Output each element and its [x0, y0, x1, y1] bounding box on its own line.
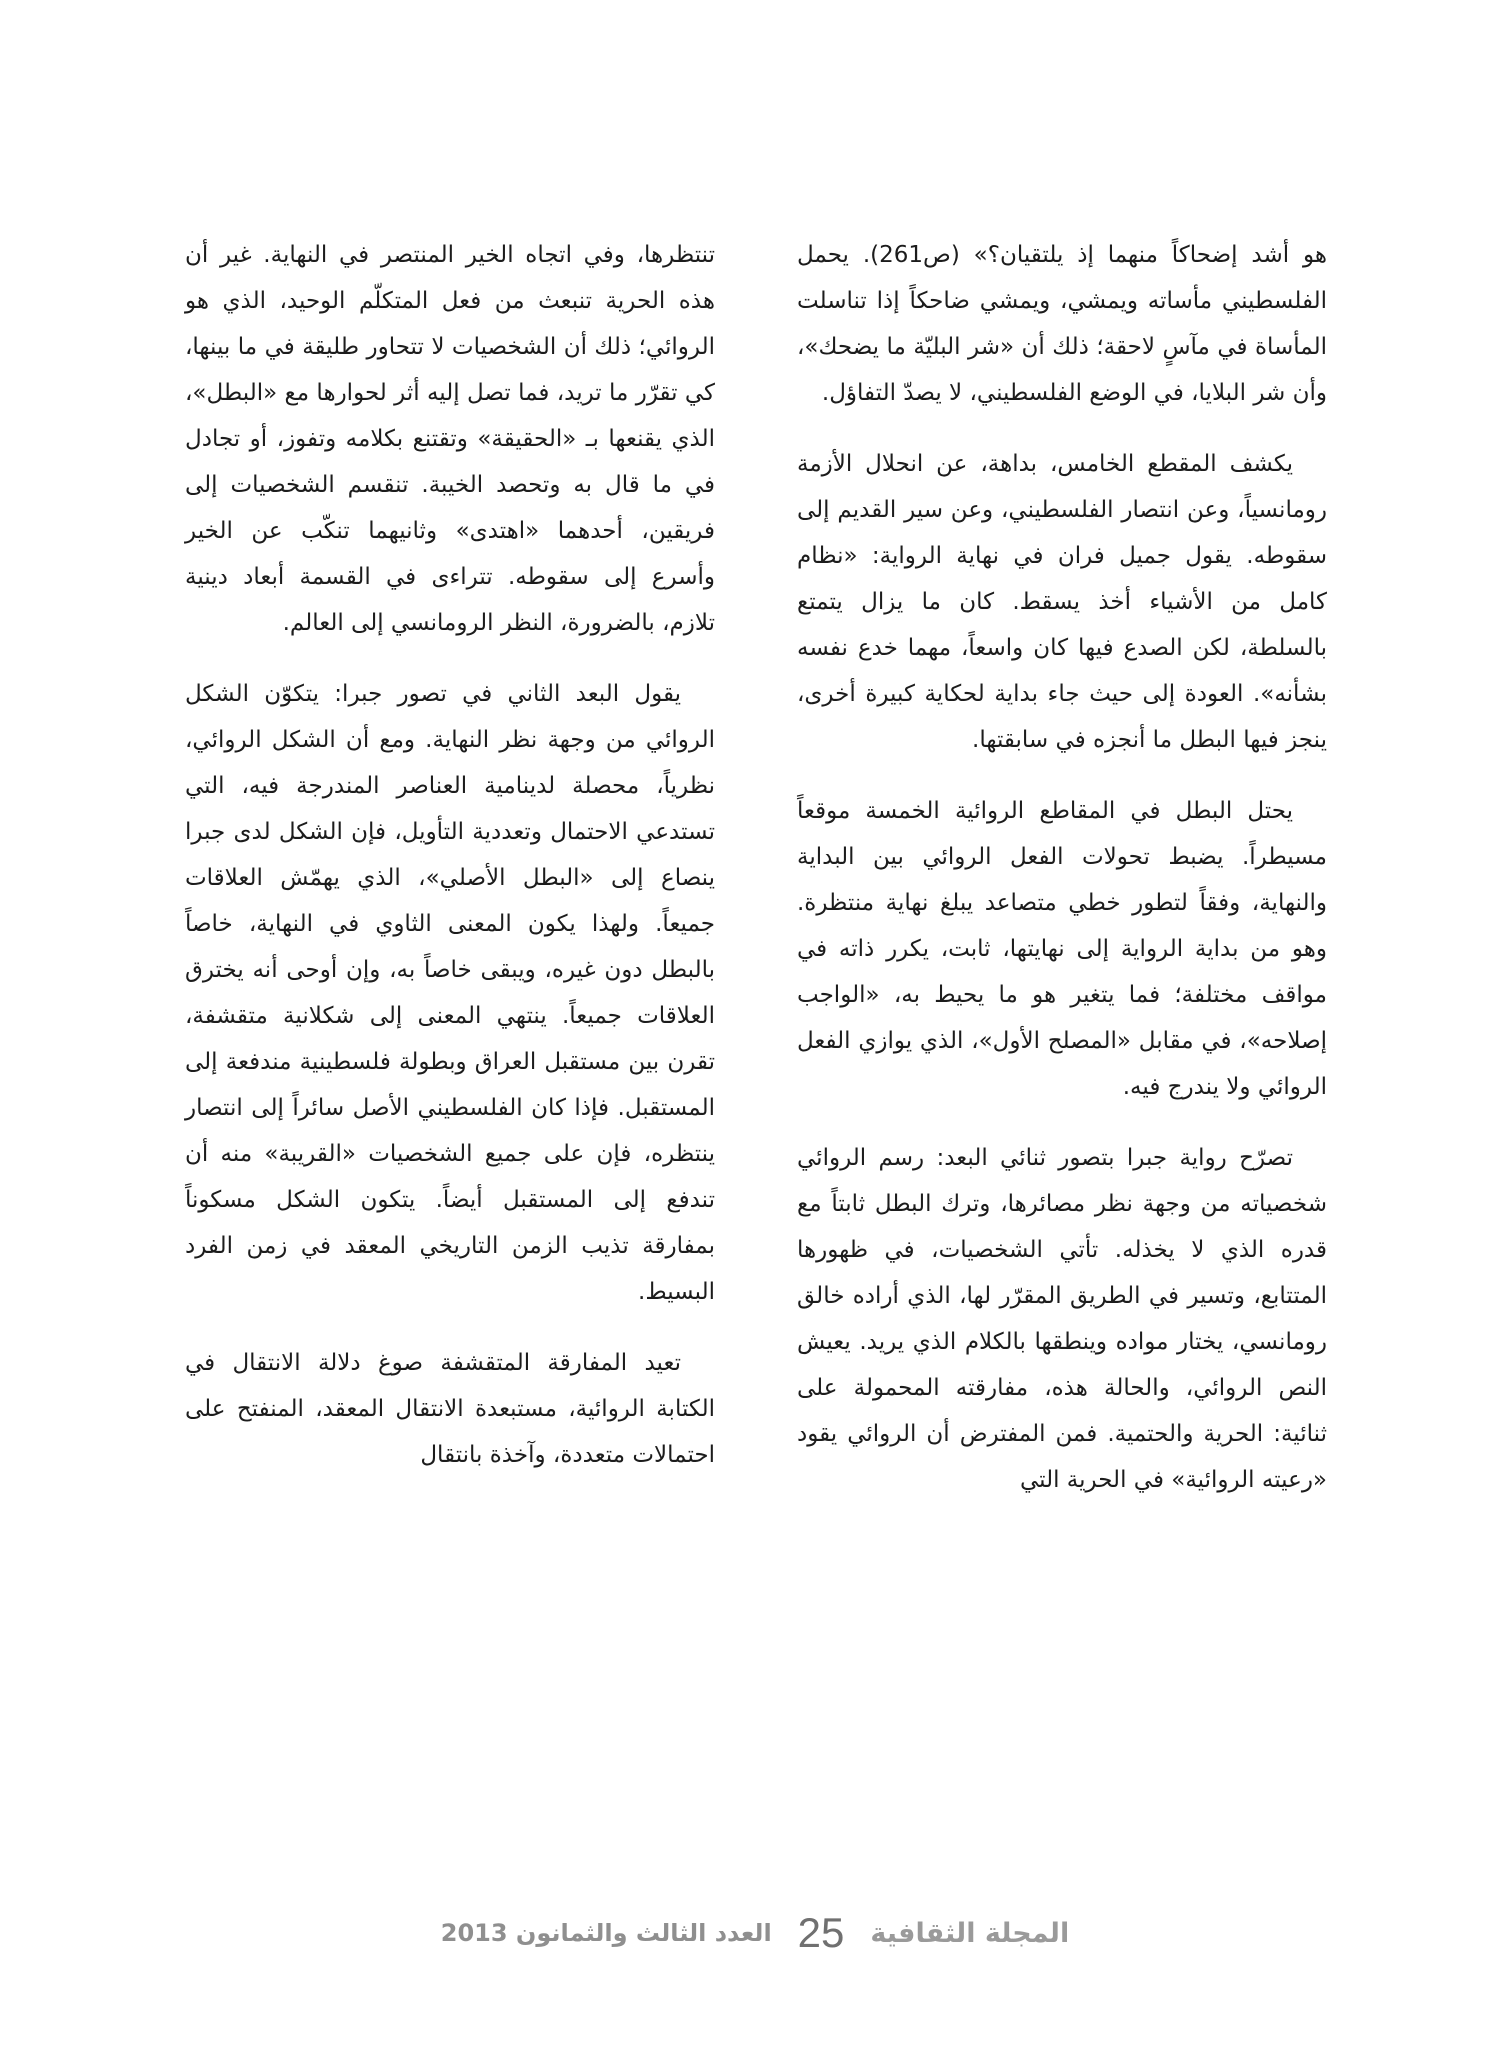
left-column: [185, 232, 715, 1478]
paragraph: يحتل البطل في المقاطع الروائية الخمسة موقعاً مسيطراً. يضبط تحولات الفعل الروائي بين البداية والنهاية، وفقاً لتطور خطي متصاعد يبلغ نهاية منتظرة. وهو من بداية الرواية إلى نهايتها، ثابت، يكرر ذاته في مواقف مختلفة؛ فما يتغير هو ما يحيط به، «الواجب إصلاحه»، في مقابل «المصلح الأول»، الذي يوازي الفعل الروائي ولا يندرج فيه.: [797, 798, 1327, 1100]
page-footer: [430, 1908, 1080, 1958]
issue-label: العدد الثالث والثمانون 2013: [440, 1919, 772, 1947]
paragraph: هو أشد إضحاكاً منهما إذ يلتقيان؟» (ص261). يحمل الفلسطيني مأساته ويمشي، ويمشي ضاحكاً إذا تناسلت المأساة في مآسٍ لاحقة؛ ذلك أن «شر البليّة ما يضحك»، وأن شر البلايا، في الوضع الفلسطيني، لا يصدّ التفاؤل.: [797, 242, 1327, 406]
paragraph: يقول البعد الثاني في تصور جبرا: يتكوّن الشكل الروائي من وجهة نظر النهاية. ومع أن الشكل الروائي، نظرياً، محصلة لدينامية العناصر المندرجة فيه، التي تستدعي الاحتمال وتعددية التأويل، فإن الشكل لدى جبرا ينصاع إلى «البطل الأصلي»، الذي يهمّش العلاقات جميعاً. ولهذا يكون المعنى الثاوي في النهاية، خاصاً بالبطل دون غيره، ويبقى خاصاً به، وإن أوحى أنه يخترق العلاقات جميعاً. ينتهي المعنى إلى شكلانية متقشفة، تقرن بين مستقبل العراق وبطولة فلسطينية مندفعة إلى المستقبل. فإذا كان الفلسطيني الأصل سائراً إلى انتصار ينتظره، فإن على جميع الشخصيات «القريبة» منه أن تندفع إلى المستقبل أيضاً. يتكون الشكل مسكوناً بمفارقة تذيب الزمن التاريخي المعقد في زمن الفرد البسيط.: [185, 681, 715, 1305]
paragraph: تعيد المفارقة المتقشفة صوغ دلالة الانتقال في الكتابة الروائية، مستبعدة الانتقال المعقد، المنفتح على احتمالات متعددة، وآخذة بانتقال: [185, 1350, 715, 1468]
paragraph: تصرّح رواية جبرا بتصور ثنائي البعد: رسم الروائي شخصياته من وجهة نظر مصائرها، وترك البطل ثابتاً مع قدره الذي لا يخذله. تأتي الشخصيات، في ظهورها المتتابع، وتسير في الطريق المقرّر لها، الذي أراده خالق رومانسي، يختار مواده وينطقها بالكلام الذي يريد. يعيش النص الروائي، والحالة هذه، مفارقته المحمولة على ثنائية: الحرية والحتمية. فمن المفترض أن الروائي يقود «رعيته الروائية» في الحرية التي: [797, 1145, 1327, 1493]
paragraph: يكشف المقطع الخامس، بداهة، عن انحلال الأزمة رومانسياً، وعن انتصار الفلسطيني، وعن سير القديم إلى سقوطه. يقول جميل فران في نهاية الرواية: «نظام كامل من الأشياء أخذ يسقط. كان ما يزال يتمتع بالسلطة، لكن الصدع فيها كان واسعاً، مهما خدع نفسه بشأنه». العودة إلى حيث جاء بداية لحكاية كبيرة أخرى، ينجز فيها البطل ما أنجزه في سابقتها.: [797, 451, 1327, 753]
page-number: 25: [797, 1909, 845, 1956]
magazine-title: المجلة الثقافية: [870, 1917, 1070, 1949]
right-column: [797, 232, 1327, 1503]
paragraph: تنتظرها، وفي اتجاه الخير المنتصر في النهاية. غير أن هذه الحرية تنبعث من فعل المتكلّم الوحيد، الذي هو الروائي؛ ذلك أن الشخصيات لا تتحاور طليقة في ما بينها، كي تقرّر ما تريد، فما تصل إليه أثر لحوارها مع «البطل»، الذي يقنعها بـ «الحقيقة» وتقتنع بكلامه وتفوز، أو تجادل في ما قال به وتحصد الخيبة. تنقسم الشخصيات إلى فريقين، أحدهما «اهتدى» وثانيهما تنكّب عن الخير وأسرع إلى سقوطه. تتراءى في القسمة أبعاد دينية تلازم، بالضرورة، النظر الرومانسي إلى العالم.: [185, 242, 715, 636]
